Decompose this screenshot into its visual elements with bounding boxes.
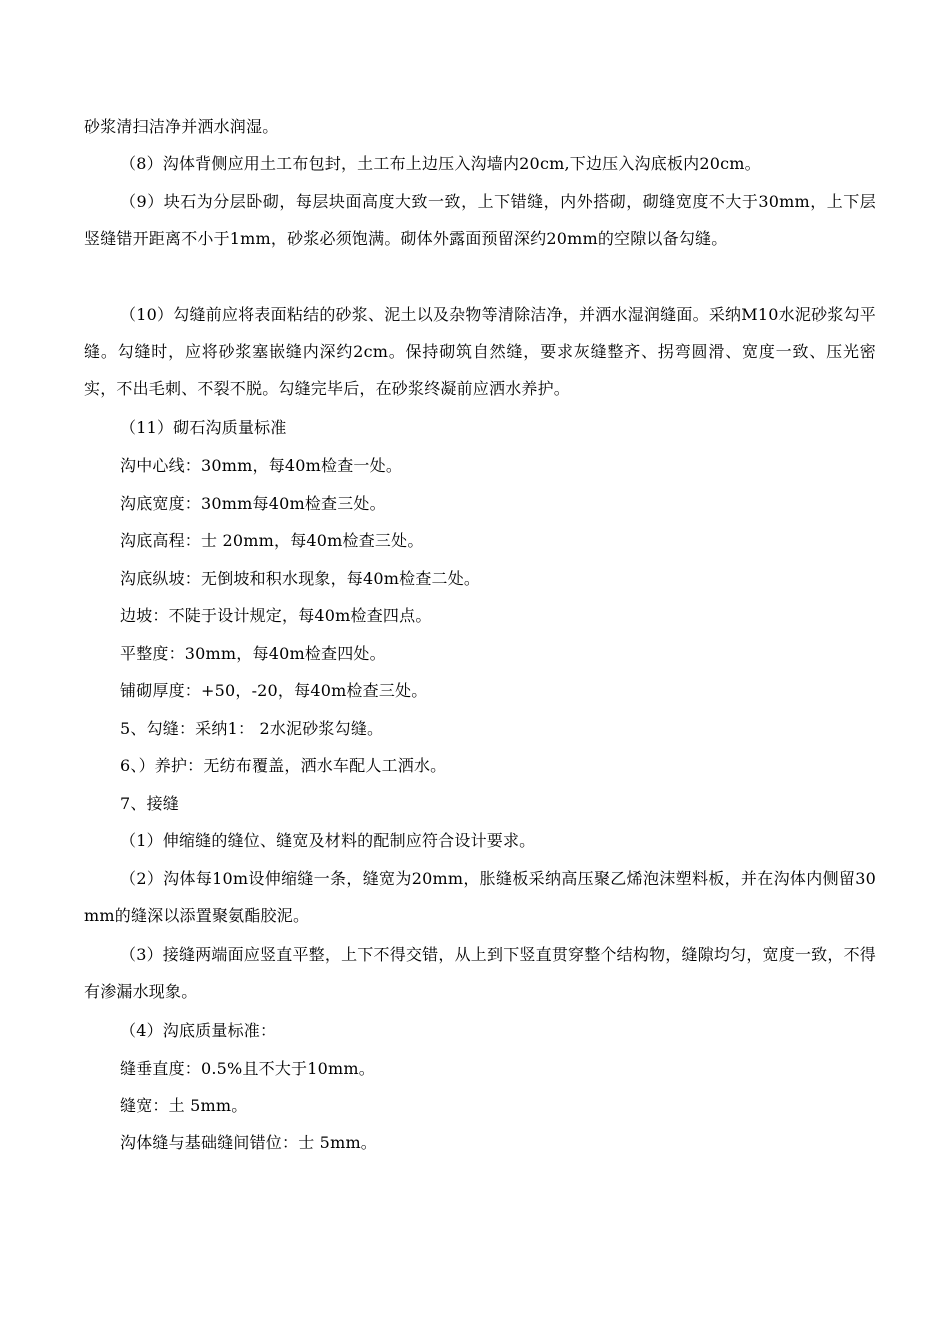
joint-standard-line: 沟体缝与基础缝间错位：士 5mm。 (120, 1133, 378, 1152)
section-7-heading: 7、接缝 (120, 794, 179, 813)
joint-item-2: （2）沟体每10m设伸缩缝一条，缝宽为20mm，胀缝板采纳高压聚乙烯泡沫塑料板，并在沟体内侧留30mm的缝深以添置聚氨酯胶泥。 (84, 869, 876, 925)
standard-line: 沟底高程：士 20mm，每40m检查三处。 (120, 531, 424, 550)
joint-item-1: （1）伸缩缝的缝位、缝宽及材料的配制应符合设计要求。 (120, 831, 536, 850)
paragraph-item-9: （9）块石为分层卧砌，每层块面高度大致一致，上下错缝，内外搭砌，砌缝宽度不大于30mm，上下层竖缝错开距离不小于1mm，砂浆必须饱满。砌体外露面预留深约20mm的空隙以备勾缝。 (84, 192, 876, 248)
standard-line: 沟底宽度：30mm每40m检查三处。 (120, 494, 386, 513)
paragraph-continuation: 砂浆清扫洁净并洒水润湿。 (84, 117, 279, 136)
joint-standard-line: 缝宽：土 5mm。 (120, 1096, 248, 1115)
paragraph-item-10: （10）勾缝前应将表面粘结的砂浆、泥土以及杂物等清除洁净，并洒水湿润缝面。采纳M10水泥砂浆勾平缝。勾缝时，应将砂浆塞嵌缝内深约2cm。保持砌筑自然缝，要求灰缝整齐、拐弯圆滑、宽度一致、压光密实，不出毛刺、不裂不脱。勾缝完毕后，在砂浆终凝前应洒水养护。 (84, 305, 876, 398)
joint-standard-line: 缝垂直度：0.5%且不大于10mm。 (120, 1059, 375, 1078)
standard-line: 平整度：30mm，每40m检查四处。 (120, 644, 386, 663)
joint-item-3: （3）接缝两端面应竖直平整，上下不得交错，从上到下竖直贯穿整个结构物，缝隙均匀，宽度一致，不得有渗漏水现象。 (84, 945, 876, 1001)
joint-item-4-heading: （4）沟底质量标准： (120, 1021, 277, 1040)
paragraph-item-8: （8）沟体背侧应用土工布包封，土工布上边压入沟墙内20cm,下边压入沟底板内20cm。 (120, 154, 761, 173)
section-6-curing: 6、）养护：无纺布覆盖，洒水车配人工洒水。 (120, 756, 447, 775)
section-5-pointing: 5、勾缝：采纳1： 2水泥砂浆勾缝。 (120, 719, 384, 738)
standard-line: 沟中心线：30mm，每40m检查一处。 (120, 456, 403, 475)
standard-line: 沟底纵坡：无倒坡和积水现象，每40m检查二处。 (120, 569, 481, 588)
paragraph-item-11-heading: （11）砌石沟质量标准 (120, 418, 287, 437)
standard-line: 铺砌厚度：+50，-20，每40m检查三处。 (120, 681, 428, 700)
standard-line: 边坡：不陡于设计规定，每40m检查四点。 (120, 606, 432, 625)
